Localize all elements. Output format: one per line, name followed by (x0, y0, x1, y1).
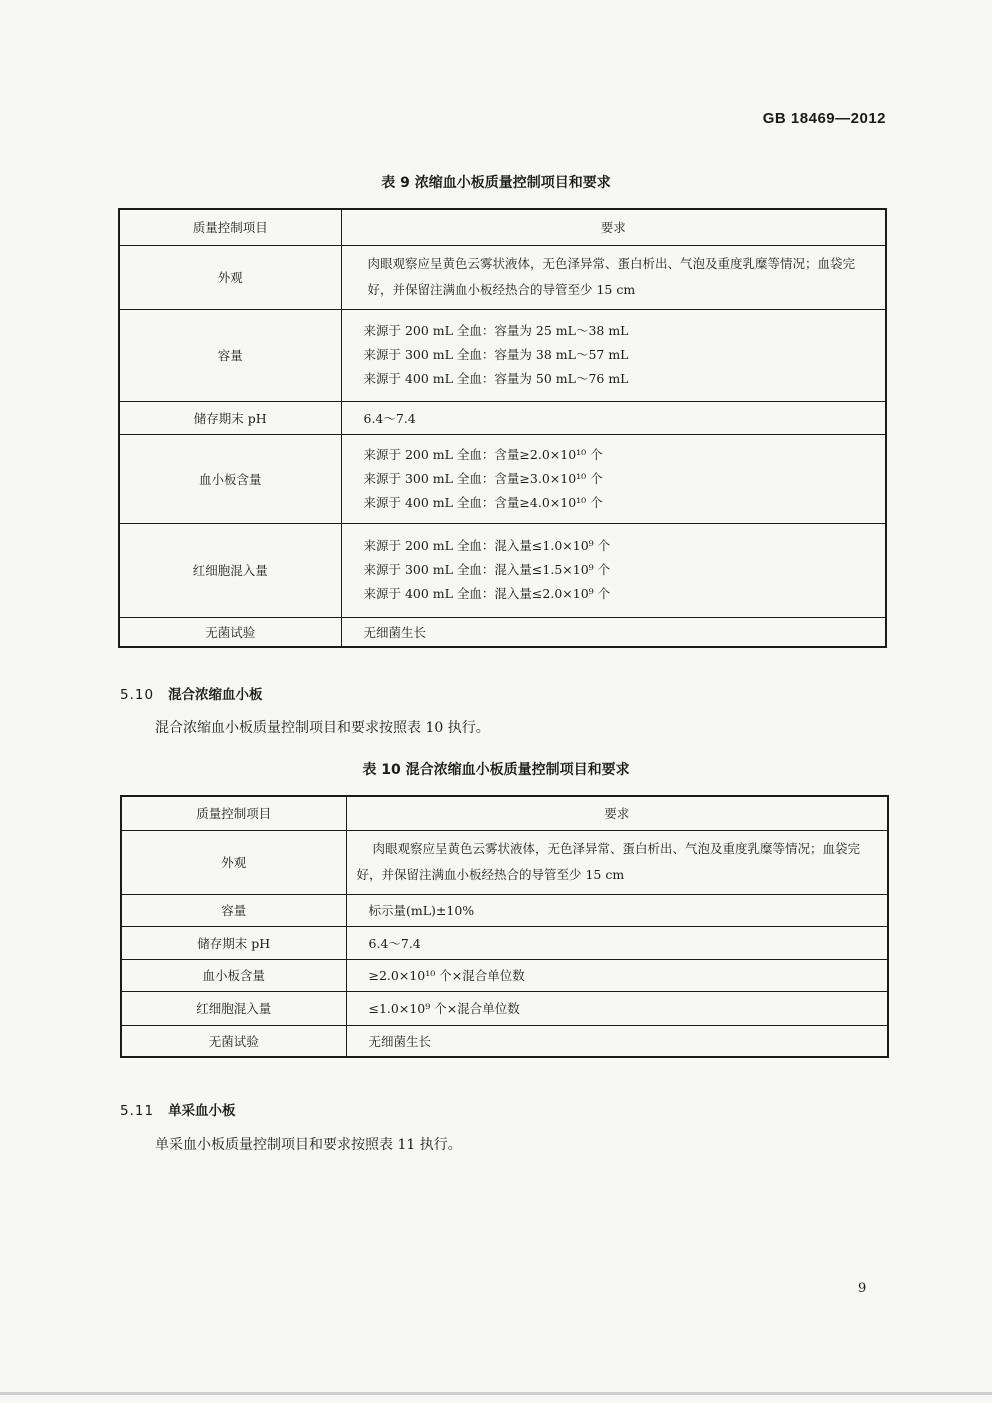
table9 (118, 208, 887, 648)
column-header-req: 要求 (346, 796, 888, 830)
table-row (119, 617, 886, 647)
section-5-11-text: 单采血小板质量控制项目和要求按照表 11 执行。 (155, 1137, 462, 1153)
table-row (119, 245, 886, 309)
row-item: 无菌试验 (119, 617, 341, 647)
table-row (119, 523, 886, 617)
row-req: ≥2.0×10¹⁰ 个×混合单位数 (346, 959, 888, 991)
row-item: 红细胞混入量 (121, 991, 346, 1025)
table10-title: 表 10 混合浓缩血小板质量控制项目和要求 (362, 762, 630, 778)
table-row (121, 926, 888, 959)
row-req: 6.4～7.4 (346, 926, 888, 959)
row-req: 来源于 200 mL 全血：容量为 25 mL～38 mL 来源于 300 mL 全血：容量为 38 mL～57 mL 来源于 400 mL 全血：容量为 50 mL～76 mL (341, 309, 886, 401)
section-5-11-heading: 5.11 单采血小板 (120, 1103, 236, 1119)
row-req: 来源于 200 mL 全血：含量≥2.0×10¹⁰ 个 来源于 300 mL 全血：含量≥3.0×10¹⁰ 个 来源于 400 mL 全血：含量≥4.0×10¹⁰ 个 (341, 434, 886, 523)
row-req: 标示量(mL)±10% (346, 894, 888, 926)
row-req: 肉眼观察应呈黄色云雾状液体，无色泽异常、蛋白析出、气泡及重度乳糜等情况；血袋完好，并保留注满血小板经热合的导管至少 15 cm (346, 830, 888, 894)
section-5-10-text: 混合浓缩血小板质量控制项目和要求按照表 10 执行。 (155, 720, 490, 736)
table-row (121, 959, 888, 991)
standard-code: GB 18469—2012 (762, 110, 886, 127)
row-item: 外观 (119, 245, 341, 309)
row-item: 容量 (121, 894, 346, 926)
row-item: 红细胞混入量 (119, 523, 341, 617)
row-item: 血小板含量 (119, 434, 341, 523)
table-header-row (119, 209, 886, 245)
table-row (121, 991, 888, 1025)
row-req: 来源于 200 mL 全血：混入量≤1.0×10⁹ 个 来源于 300 mL 全血：混入量≤1.5×10⁹ 个 来源于 400 mL 全血：混入量≤2.0×10⁹ 个 (341, 523, 886, 617)
table-row (119, 401, 886, 434)
row-item: 血小板含量 (121, 959, 346, 991)
table-row (121, 830, 888, 894)
row-req: 无细菌生长 (341, 617, 886, 647)
table-row (121, 894, 888, 926)
row-item: 储存期末 pH (121, 926, 346, 959)
page-bottom-edge (0, 1392, 992, 1395)
column-header-req: 要求 (341, 209, 886, 245)
table-row (119, 434, 886, 523)
row-req: ≤1.0×10⁹ 个×混合单位数 (346, 991, 888, 1025)
row-item: 外观 (121, 830, 346, 894)
section-5-10-heading: 5.10 混合浓缩血小板 (120, 687, 263, 703)
page-number: 9 (858, 1281, 867, 1296)
row-req: 肉眼观察应呈黄色云雾状液体，无色泽异常、蛋白析出、气泡及重度乳糜等情况；血袋完好，并保留注满血小板经热合的导管至少 15 cm (341, 245, 886, 309)
row-item: 容量 (119, 309, 341, 401)
row-item: 储存期末 pH (119, 401, 341, 434)
table-row (119, 309, 886, 401)
column-header-item: 质量控制项目 (121, 796, 346, 830)
row-item: 无菌试验 (121, 1025, 346, 1057)
table9-title: 表 9 浓缩血小板质量控制项目和要求 (381, 175, 611, 191)
table-row (121, 1025, 888, 1057)
table10 (120, 795, 889, 1058)
column-header-item: 质量控制项目 (119, 209, 341, 245)
table-header-row (121, 796, 888, 830)
row-req: 无细菌生长 (346, 1025, 888, 1057)
row-req: 6.4～7.4 (341, 401, 886, 434)
